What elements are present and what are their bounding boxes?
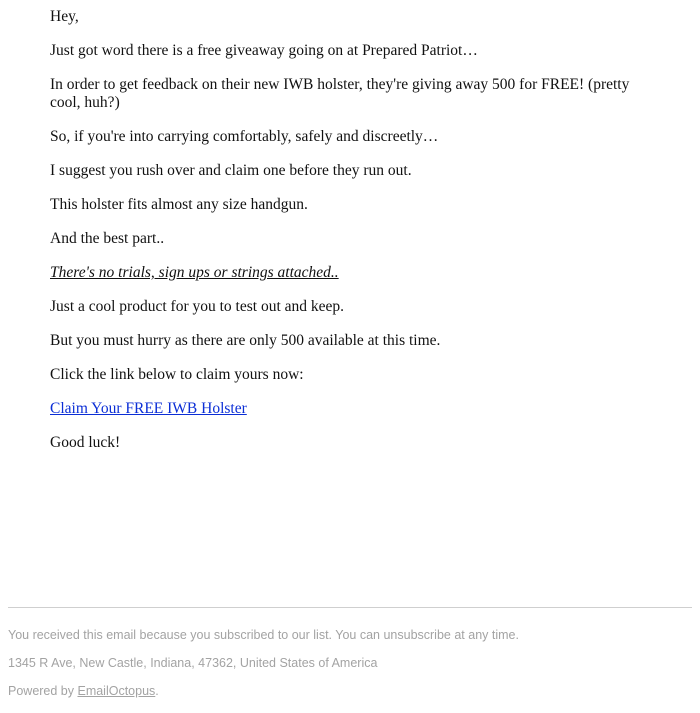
claim-holster-link[interactable]: Claim Your FREE IWB Holster [50,400,247,417]
greeting: Hey, [50,8,79,25]
emailoctopus-link[interactable]: EmailOctopus [77,684,156,698]
powered-by-suffix: . [155,684,159,698]
paragraph-no-trials [50,264,660,282]
subscription-note: You received this email because you subscribed to our list. You can unsubscribe at any time. [8,628,519,642]
powered-by [8,684,692,699]
paragraph-giveaway: Just got word there is a free giveaway going on at Prepared Patriot… [50,42,478,59]
paragraph-best-part: And the best part.. [50,230,165,247]
footer-divider [8,607,692,608]
sender-address: 1345 R Ave, New Castle, Indiana, 47362, United States of America [8,656,378,670]
email-footer [8,628,692,712]
claim-link-paragraph [50,400,660,418]
email-body [50,8,660,468]
paragraph-hurry: But you must hurry as there are only 500 available at this time. [50,332,441,349]
paragraph-feedback: In order to get feedback on their new IWB holster, they're giving away 500 for FREE! (pretty cool, huh?) [50,76,630,111]
paragraph-rush: I suggest you rush over and claim one before they run out. [50,162,412,179]
powered-by-prefix: Powered by [8,684,78,698]
paragraph-fits: This holster fits almost any size handgun. [50,196,308,213]
no-trials-emphasis: There's no trials, sign ups or strings attached.. [50,264,339,281]
paragraph-click-link: Click the link below to claim yours now: [50,366,304,383]
paragraph-cool-product: Just a cool product for you to test out and keep. [50,298,345,315]
closing: Good luck! [50,434,121,451]
paragraph-carrying: So, if you're into carrying comfortably, safely and discreetly… [50,128,439,145]
